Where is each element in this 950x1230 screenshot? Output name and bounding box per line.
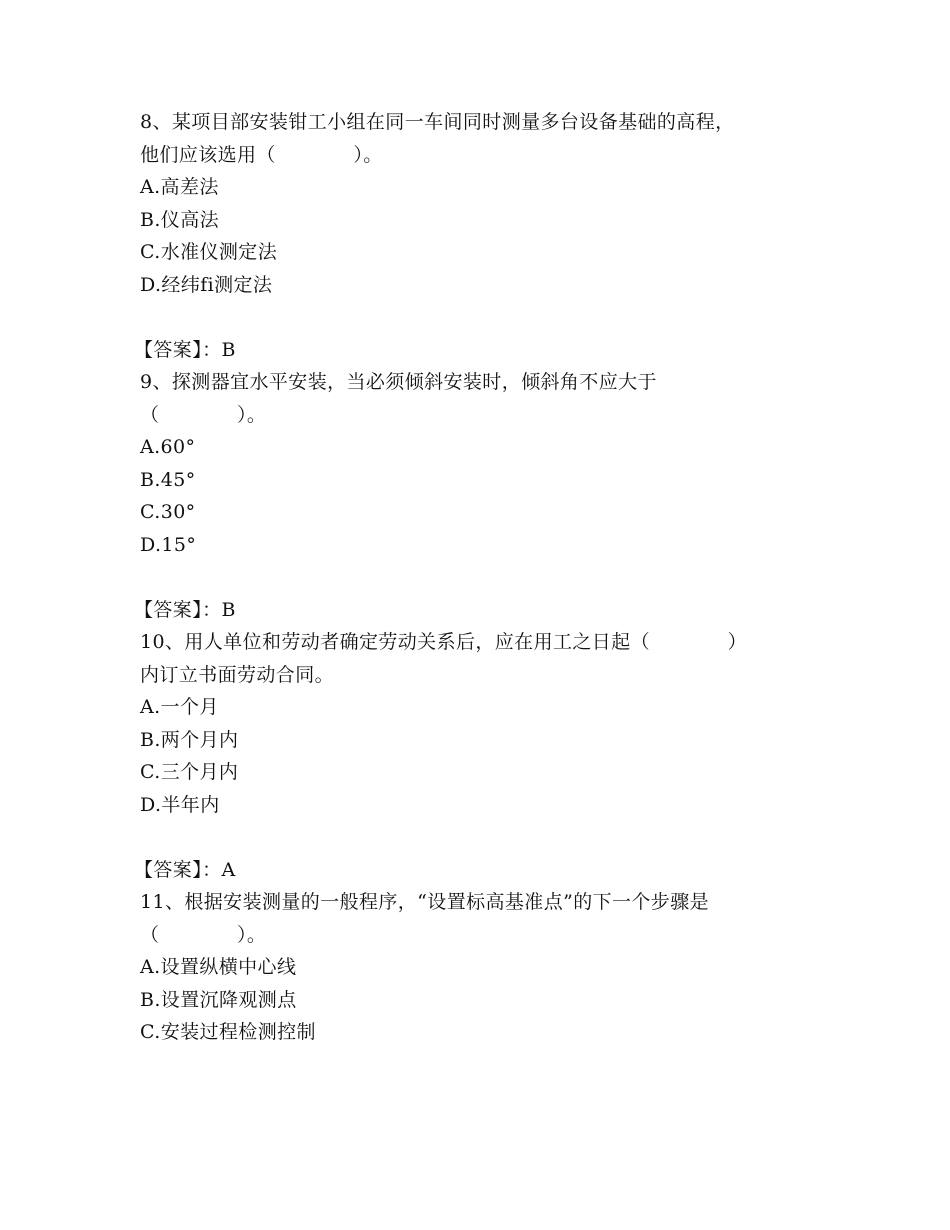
option-c: C.30°	[140, 501, 196, 523]
option-a: A.一个月	[140, 696, 219, 718]
answer-line: 【答案】：A	[134, 858, 236, 881]
option-c: C.三个月内	[140, 761, 239, 783]
spacer	[140, 821, 820, 854]
option-d: D.15°	[140, 533, 197, 556]
option-d: D.经纬fi测定法	[140, 273, 273, 296]
question-stem: 10、用人单位和劳动者确定劳动关系后，应在用工之日起（ ）	[140, 631, 747, 653]
question-10	[134, 626, 820, 886]
question-8	[134, 106, 820, 366]
option-b: B.两个月内	[140, 728, 239, 751]
spacer	[140, 301, 820, 334]
option-b: B.45°	[140, 468, 196, 491]
option-a: A.设置纵横中心线	[140, 956, 297, 978]
option-c: C.安装过程检测控制	[140, 1021, 316, 1043]
answer-line: 【答案】：B	[134, 338, 236, 361]
question-stem-continued: （ ）。	[140, 403, 267, 426]
option-b: B.设置沉降观测点	[140, 988, 297, 1011]
option-b: B.仪高法	[140, 208, 220, 231]
question-stem: 11、根据安装测量的一般程序，“设置标高基准点”的下一个步骤是	[140, 891, 710, 913]
question-stem-continued: 他们应该选用（ ）。	[140, 143, 383, 166]
option-c: C.水准仪测定法	[140, 241, 278, 263]
question-stem: 8、某项目部安装钳工小组在同一车间同时测量多台设备基础的高程，	[140, 111, 735, 133]
question-stem-continued: （ ）。	[140, 923, 267, 946]
spacer	[140, 561, 820, 594]
answer-line: 【答案】：B	[134, 598, 236, 621]
question-stem: 9、探测器宜水平安装，当必须倾斜安装时，倾斜角不应大于	[140, 371, 657, 393]
question-11	[140, 886, 820, 1049]
option-a: A.60°	[140, 436, 196, 458]
exam-page	[134, 106, 820, 1049]
question-9	[134, 366, 820, 626]
question-stem-continued: 内订立书面劳动合同。	[140, 663, 335, 686]
option-d: D.半年内	[140, 793, 220, 816]
option-a: A.高差法	[140, 176, 219, 198]
